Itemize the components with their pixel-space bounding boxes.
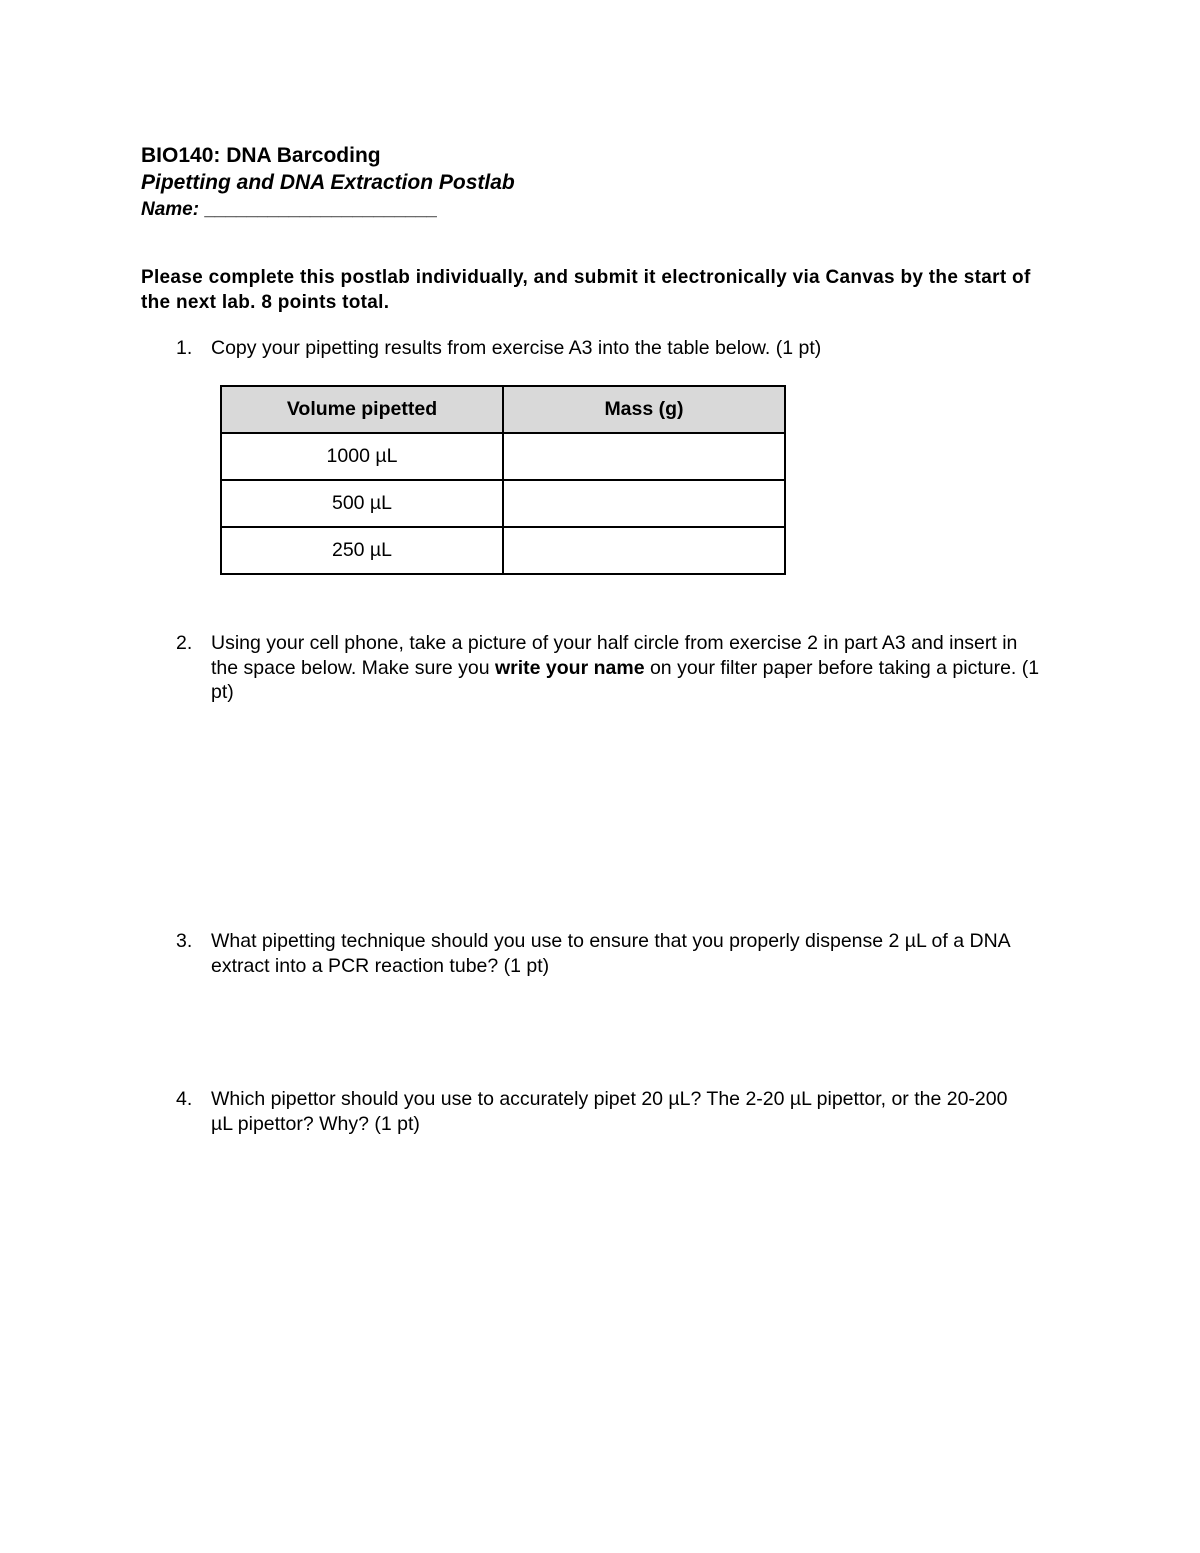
mass-cell[interactable]	[503, 527, 785, 574]
question-number: 1.	[176, 337, 193, 359]
table-row	[221, 480, 785, 527]
volume-cell: 250 µL	[221, 527, 503, 574]
header-volume-pipetted: Volume pipetted	[221, 386, 503, 433]
volume-cell: 500 µL	[221, 480, 503, 527]
table-row	[221, 527, 785, 574]
question-text: Copy your pipetting results from exercise A3 into the table below. (1 pt)	[211, 337, 822, 359]
table-row	[221, 433, 785, 480]
name-label: Name:	[141, 199, 200, 220]
question-text	[211, 631, 1041, 705]
table-header-row	[221, 386, 785, 433]
question-4	[141, 1087, 1061, 1136]
question-text-after: on your filter paper before taking a picture. (1 pt)	[211, 656, 1040, 703]
question-number: 3.	[176, 930, 193, 952]
mass-cell[interactable]	[503, 480, 785, 527]
volume-cell: 1000 µL	[221, 433, 503, 480]
document-subtitle: Pipetting and DNA Extraction Postlab	[141, 171, 515, 194]
name-line	[141, 197, 437, 223]
course-title: BIO140: DNA Barcoding	[141, 144, 381, 167]
question-text-bold: write your name	[495, 656, 645, 679]
question-3	[141, 929, 1061, 978]
question-number: 4.	[176, 1088, 193, 1110]
pipetting-results-table	[220, 385, 786, 575]
question-number: 2.	[176, 632, 193, 654]
header-mass: Mass (g)	[503, 386, 785, 433]
question-text-before: Using your cell phone, take a picture of your half circle from exercise 2 in part A3 and insert in the space below. Make sure you	[211, 632, 1018, 679]
question-2	[141, 631, 1061, 705]
question-1	[141, 336, 1061, 361]
instructions: Please complete this postlab individually, and submit it electronically via Canvas by the start of the next lab. 8 points total.	[141, 267, 1031, 313]
mass-cell[interactable]	[503, 433, 785, 480]
question-text: What pipetting technique should you use to ensure that you properly dispense 2 µL of a DNA extract into a PCR reaction tube? (1 pt)	[211, 930, 1010, 977]
name-blank: ______________________	[204, 199, 437, 220]
question-text: Which pipettor should you use to accurately pipet 20 µL? The 2-20 µL pipettor, or the 20-200 µL pipettor? Why? (1 pt)	[211, 1088, 1008, 1135]
